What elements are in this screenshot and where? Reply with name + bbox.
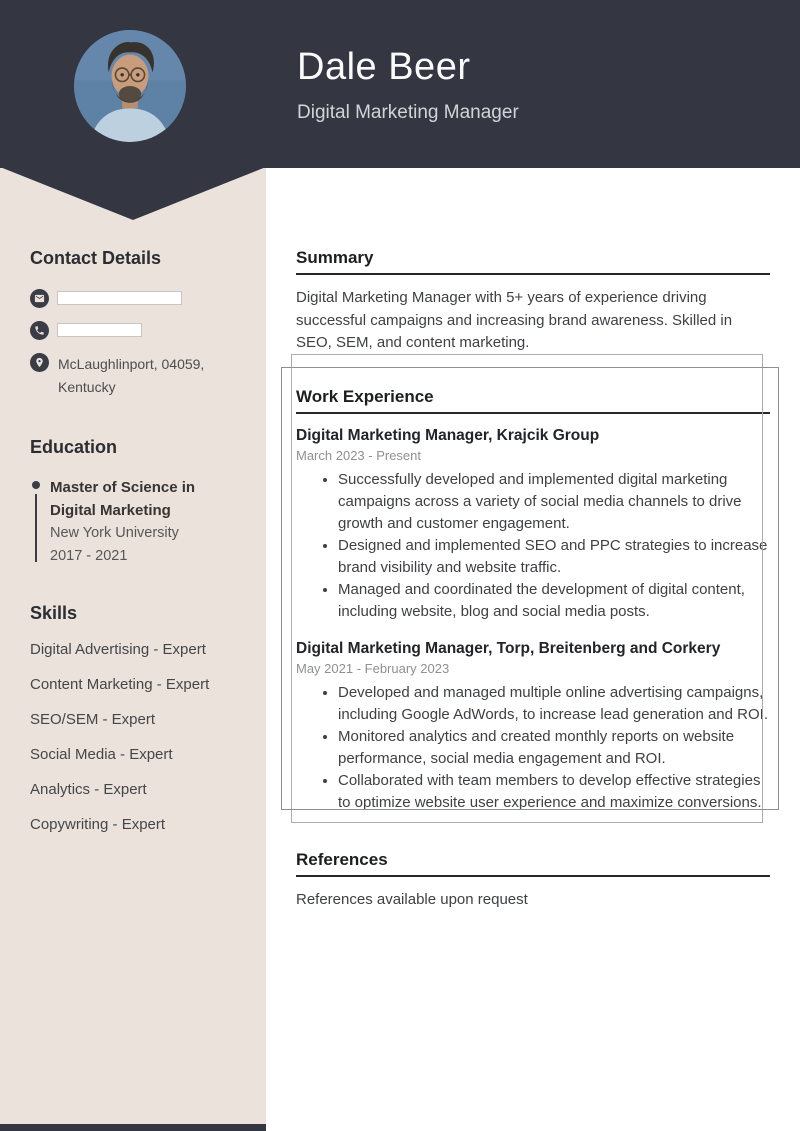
job-dates: March 2023 - Present [296,447,422,463]
skill-item: Copywriting - Expert [30,816,166,833]
education-text [50,476,230,568]
contact-email-row [30,289,248,308]
skill-item: Social Media - Expert [30,746,173,763]
person-name: Dale Beer [297,46,471,88]
education-heading: Education [30,437,118,457]
contact-details-heading: Contact Details [30,248,162,268]
skill-item: Content Marketing - Expert [30,676,210,693]
job-dates: May 2021 - February 2023 [296,660,450,676]
skill-item: Digital Advertising - Expert [30,641,206,658]
job-bullet: • Collaborated with team members to develop effective strategies to optimize website user experience and maximize conversions. [338,770,770,814]
skills-heading: Skills [30,603,78,623]
summary-section [296,248,770,355]
location-icon [30,353,49,372]
work-experience-heading: Work Experience [296,387,770,414]
education-years: 2017 - 2021 [50,548,128,564]
summary-heading: Summary [296,248,770,275]
phone-value-redacted [57,323,142,337]
selection-outline-inner[interactable] [281,367,779,810]
sidebar-bottom-strip [0,1124,266,1131]
contact-location-row [30,353,248,399]
job-title: Digital Marketing Manager, Torp, Breitenberg and Corkery [296,639,721,657]
references-heading: References [296,850,770,877]
email-icon [30,289,49,308]
education-school: New York University [50,525,179,541]
education-entry [30,476,248,568]
job-bullet: • Managed and coordinated the development of digital content, including website, blog and social media posts. [338,579,770,623]
contact-phone-row [30,321,248,340]
skill-item: Analytics - Expert [30,781,147,798]
summary-text: Digital Marketing Manager with 5+ years of experience driving successful campaigns and increasing brand awareness. Skilled in SEO, SEM, and content marketing. [296,289,733,351]
person-job-title: Digital Marketing Manager [297,102,519,123]
references-text: References available upon request [296,890,528,908]
job-title: Digital Marketing Manager, Krajcik Group [296,426,600,444]
job-bullet: • Successfully developed and implemented digital marketing campaigns across a variety of social media channels to drive growth and customer engagement. [338,469,770,535]
skill-item: SEO/SEM - Expert [30,711,156,728]
skills-section [30,603,248,833]
education-section [30,437,248,568]
references-section [296,850,770,908]
education-degree: Master of Science in Digital Marketing [50,479,196,519]
job-bullet: • Monitored analytics and created monthly reports on website performance, social media engagement and ROI. [338,726,770,770]
location-value: McLaughlinport, 04059, Kentucky [58,356,205,395]
job-bullet: • Developed and managed multiple online advertising campaigns, including Google AdWords, to increase lead generation and ROI. [338,682,770,726]
email-value-redacted [57,291,182,305]
sidebar [0,0,266,1131]
timeline-dot [32,481,40,489]
phone-icon [30,321,49,340]
timeline-line [35,494,37,562]
job-bullet: • Designed and implemented SEO and PPC strategies to increase brand visibility and website traffic. [338,535,770,579]
education-timeline [32,476,40,568]
